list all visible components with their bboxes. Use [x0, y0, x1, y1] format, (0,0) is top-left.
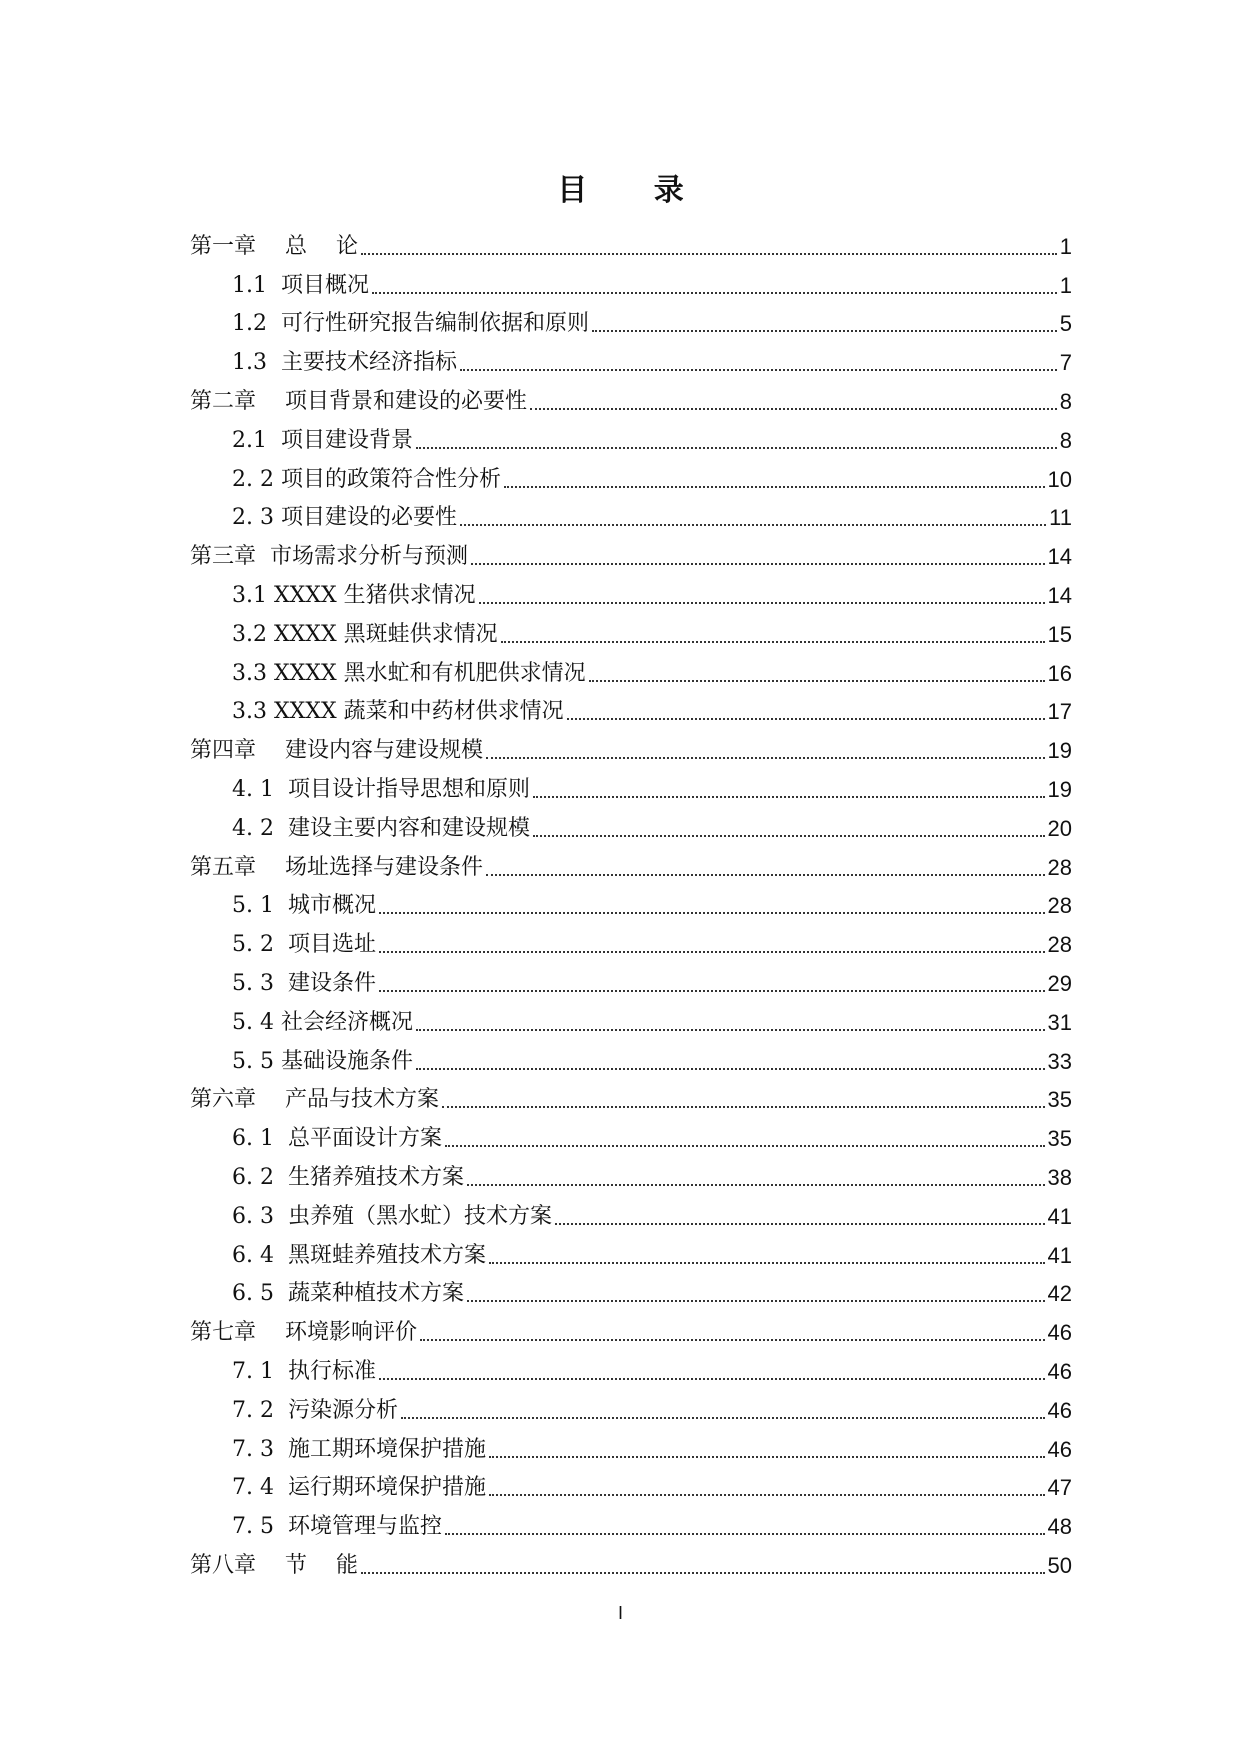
- toc-entry-page-number: 41: [1047, 1242, 1072, 1268]
- dot-leader: [460, 523, 1046, 526]
- toc-chapter-entry[interactable]: [190, 223, 1072, 262]
- toc-section-entry[interactable]: [190, 883, 1072, 922]
- toc-section-entry[interactable]: [190, 1348, 1072, 1387]
- toc-entry-label: 第二章 项目背景和建设的必要性: [190, 387, 527, 417]
- toc-entry-label: 第八章 节 能: [190, 1551, 358, 1581]
- toc-entry-page-number: 31: [1047, 1009, 1072, 1035]
- dot-leader: [592, 329, 1057, 332]
- toc-entry-page-number: 19: [1047, 776, 1072, 802]
- toc-chapter-entry[interactable]: [190, 1542, 1072, 1581]
- dot-leader: [479, 601, 1045, 604]
- toc-section-entry[interactable]: [190, 572, 1072, 611]
- toc-section-entry[interactable]: [190, 1115, 1072, 1154]
- toc-entry-page-number: 14: [1047, 582, 1072, 608]
- toc-entry-label: 第一章 总 论: [190, 232, 358, 262]
- dot-leader: [379, 950, 1045, 953]
- dot-leader: [416, 1028, 1045, 1031]
- toc-entry-page-number: 11: [1049, 505, 1072, 531]
- dot-leader: [486, 873, 1045, 876]
- toc-entry-page-number: 46: [1047, 1320, 1072, 1346]
- toc-entry-page-number: 46: [1047, 1397, 1072, 1423]
- toc-entry-page-number: 28: [1047, 854, 1072, 880]
- toc-entry-label: 6. 3 虫养殖（黑水虻）技术方案: [232, 1202, 552, 1232]
- dot-leader: [567, 717, 1045, 720]
- toc-section-entry[interactable]: [190, 417, 1072, 456]
- toc-chapter-entry[interactable]: [190, 1309, 1072, 1348]
- toc-section-entry[interactable]: [190, 456, 1072, 495]
- dot-leader: [379, 989, 1045, 992]
- toc-entry-page-number: 42: [1047, 1281, 1072, 1307]
- toc-entry-label: 5. 2 项目选址: [232, 930, 376, 960]
- toc-entry-label: 6. 5 蔬菜种植技术方案: [232, 1279, 464, 1309]
- toc-section-entry[interactable]: [190, 921, 1072, 960]
- dot-leader: [372, 291, 1057, 294]
- toc-entry-label: 7. 1 执行标准: [232, 1357, 376, 1387]
- dot-leader: [530, 407, 1057, 410]
- toc-entry-label: 第五章 场址选择与建设条件: [190, 853, 483, 883]
- toc-entry-page-number: 16: [1047, 660, 1072, 686]
- toc-entry-page-number: 47: [1047, 1475, 1072, 1501]
- toc-section-entry[interactable]: [190, 1193, 1072, 1232]
- toc-section-entry[interactable]: [190, 766, 1072, 805]
- toc-section-entry[interactable]: [190, 1465, 1072, 1504]
- toc-entry-label: 第六章 产品与技术方案: [190, 1085, 439, 1115]
- dot-leader: [501, 640, 1045, 643]
- dot-leader: [445, 1532, 1045, 1535]
- toc-section-entry[interactable]: [190, 339, 1072, 378]
- toc-section-entry[interactable]: [190, 999, 1072, 1038]
- toc-chapter-entry[interactable]: [190, 533, 1072, 572]
- toc-entry-label: 第三章 市场需求分析与预测: [190, 542, 468, 572]
- dot-leader: [361, 1571, 1045, 1574]
- toc-entry-label: 7. 3 施工期环境保护措施: [232, 1435, 486, 1465]
- toc-entry-label: 3.1 XXXX 生猪供求情况: [232, 581, 476, 611]
- toc-entry-page-number: 1: [1059, 272, 1072, 298]
- toc-entry-label: 7. 5 环境管理与监控: [232, 1512, 442, 1542]
- toc-entry-page-number: 28: [1047, 932, 1072, 958]
- dot-leader: [420, 1338, 1045, 1341]
- dot-leader: [533, 795, 1045, 798]
- toc-section-entry[interactable]: [190, 650, 1072, 689]
- dot-leader: [489, 1261, 1045, 1264]
- toc-section-entry[interactable]: [190, 689, 1072, 728]
- toc-section-entry[interactable]: [190, 301, 1072, 340]
- toc-entry-label: 6. 4 黑斑蛙养殖技术方案: [232, 1241, 486, 1271]
- dot-leader: [467, 1299, 1045, 1302]
- toc-entry-label: 3.2 XXXX 黑斑蛙供求情况: [232, 620, 498, 650]
- toc-section-entry[interactable]: [190, 960, 1072, 999]
- dot-leader: [555, 1222, 1045, 1225]
- toc-section-entry[interactable]: [190, 1503, 1072, 1542]
- toc-entry-page-number: 19: [1047, 738, 1072, 764]
- toc-entry-page-number: 20: [1047, 815, 1072, 841]
- toc-entry-page-number: 8: [1059, 388, 1072, 414]
- table-of-contents: [190, 223, 1072, 1581]
- dot-leader: [467, 1183, 1045, 1186]
- toc-chapter-entry[interactable]: [190, 727, 1072, 766]
- dot-leader: [489, 1455, 1045, 1458]
- toc-entry-label: 1.3 主要技术经济指标: [232, 348, 457, 378]
- dot-leader: [445, 1144, 1045, 1147]
- dot-leader: [416, 1067, 1045, 1070]
- toc-entry-page-number: 28: [1047, 893, 1072, 919]
- dot-leader: [442, 1105, 1045, 1108]
- toc-entry-page-number: 17: [1047, 699, 1072, 725]
- dot-leader: [416, 446, 1057, 449]
- dot-leader: [504, 485, 1045, 488]
- toc-section-entry[interactable]: [190, 1387, 1072, 1426]
- toc-entry-page-number: 35: [1047, 1126, 1072, 1152]
- toc-entry-label: 4. 1 项目设计指导思想和原则: [232, 775, 530, 805]
- dot-leader: [533, 834, 1045, 837]
- toc-entry-page-number: 10: [1047, 466, 1072, 492]
- dot-leader: [379, 911, 1045, 914]
- toc-section-entry[interactable]: [190, 1271, 1072, 1310]
- toc-entry-page-number: 46: [1047, 1436, 1072, 1462]
- toc-title: 目 录: [557, 173, 712, 208]
- toc-entry-label: 2.1 项目建设背景: [232, 426, 413, 456]
- page-number: I: [617, 1603, 623, 1623]
- toc-entry-label: 7. 4 运行期环境保护措施: [232, 1473, 486, 1503]
- toc-entry-page-number: 46: [1047, 1358, 1072, 1384]
- dot-leader: [489, 1493, 1045, 1496]
- toc-entry-label: 第七章 环境影响评价: [190, 1318, 417, 1348]
- toc-entry-label: 2. 2 项目的政策符合性分析: [232, 465, 501, 495]
- toc-entry-label: 5. 1 城市概况: [232, 891, 376, 921]
- toc-entry-page-number: 35: [1047, 1087, 1072, 1113]
- toc-chapter-entry[interactable]: [190, 1077, 1072, 1116]
- toc-section-entry[interactable]: [190, 805, 1072, 844]
- toc-entry-page-number: 8: [1059, 427, 1072, 453]
- toc-entry-page-number: 5: [1059, 311, 1072, 337]
- toc-entry-page-number: 33: [1047, 1048, 1072, 1074]
- toc-section-entry[interactable]: [190, 1232, 1072, 1271]
- dot-leader: [361, 252, 1057, 255]
- toc-section-entry[interactable]: [190, 1426, 1072, 1465]
- toc-entry-label: 1.2 可行性研究报告编制依据和原则: [232, 309, 589, 339]
- toc-entry-label: 5. 5 基础设施条件: [232, 1047, 413, 1077]
- toc-entry-label: 5. 3 建设条件: [232, 969, 376, 999]
- toc-entry-page-number: 41: [1047, 1203, 1072, 1229]
- toc-entry-page-number: 50: [1047, 1552, 1072, 1578]
- dot-leader: [401, 1416, 1045, 1419]
- toc-entry-label: 6. 1 总平面设计方案: [232, 1124, 442, 1154]
- dot-leader: [589, 679, 1045, 682]
- toc-entry-label: 2. 3 项目建设的必要性: [232, 503, 457, 533]
- toc-entry-label: 7. 2 污染源分析: [232, 1396, 398, 1426]
- toc-section-entry[interactable]: [190, 1038, 1072, 1077]
- toc-entry-page-number: 38: [1047, 1164, 1072, 1190]
- toc-entry-label: 3.3 XXXX 蔬菜和中药材供求情况: [232, 697, 564, 727]
- toc-entry-page-number: 48: [1047, 1514, 1072, 1540]
- toc-chapter-entry[interactable]: [190, 844, 1072, 883]
- toc-entry-label: 5. 4 社会经济概况: [232, 1008, 413, 1038]
- dot-leader: [379, 1377, 1045, 1380]
- toc-entry-page-number: 14: [1047, 544, 1072, 570]
- dot-leader: [471, 562, 1045, 565]
- toc-entry-label: 3.3 XXXX 黑水虻和有机肥供求情况: [232, 659, 586, 689]
- dot-leader: [460, 368, 1057, 371]
- toc-section-entry[interactable]: [190, 495, 1072, 534]
- toc-entry-page-number: 15: [1047, 621, 1072, 647]
- toc-entry-label: 4. 2 建设主要内容和建设规模: [232, 814, 530, 844]
- toc-entry-page-number: 1: [1059, 233, 1072, 259]
- toc-section-entry[interactable]: [190, 262, 1072, 301]
- toc-entry-label: 第四章 建设内容与建设规模: [190, 736, 483, 766]
- toc-entry-page-number: 7: [1059, 350, 1072, 376]
- toc-section-entry[interactable]: [190, 611, 1072, 650]
- dot-leader: [486, 756, 1045, 759]
- toc-section-entry[interactable]: [190, 1154, 1072, 1193]
- toc-entry-label: 1.1 项目概况: [232, 271, 369, 301]
- toc-entry-label: 6. 2 生猪养殖技术方案: [232, 1163, 464, 1193]
- toc-entry-page-number: 29: [1047, 970, 1072, 996]
- toc-chapter-entry[interactable]: [190, 378, 1072, 417]
